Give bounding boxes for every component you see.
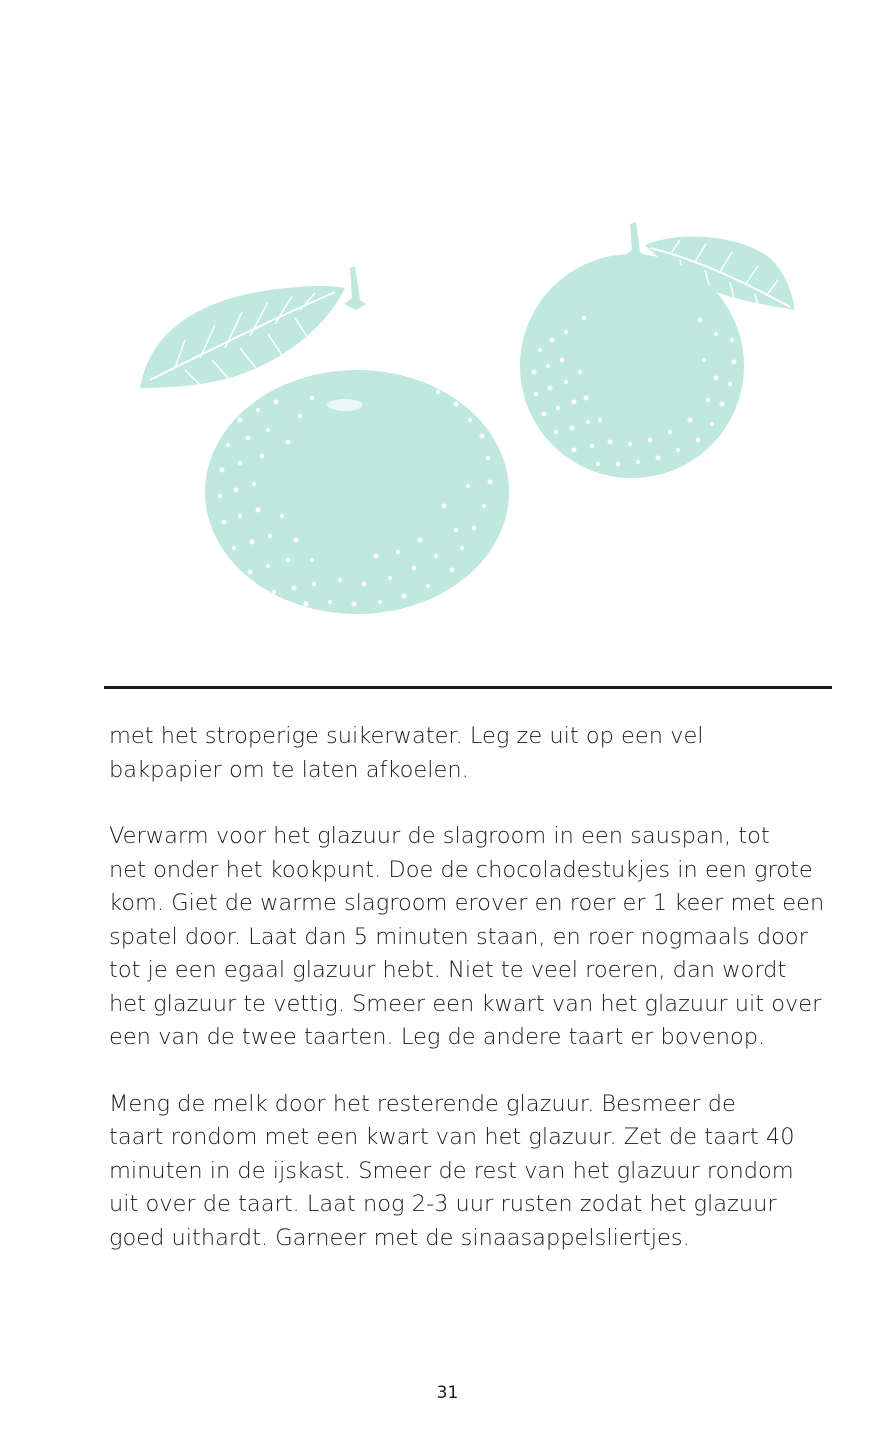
- left-orange-leaf-icon: [140, 286, 345, 388]
- text-line: Verwarm voor het glazuur de slagroom in een sauspan, tot: [109, 823, 770, 849]
- recipe-text: [109, 720, 839, 1288]
- text-line: taart rondom met een kwart van het glazuur. Zet de taart 40: [109, 1124, 795, 1150]
- page-number: 31: [436, 1383, 459, 1403]
- text-line: het glazuur te vettig. Smeer een kwart van het glazuur uit over: [109, 990, 822, 1017]
- text-line: Meng de melk door het resterende glazuur. Besmeer de: [109, 1090, 736, 1117]
- text-line: met het stroperige suikerwater. Leg ze uit op een vel: [109, 723, 704, 749]
- text-line: tot je een egaal glazuur hebt. Niet te veel roeren, dan wordt: [109, 957, 787, 983]
- text-line: een van de twee taarten. Leg de andere taart er bovenop.: [109, 1024, 766, 1050]
- horizontal-divider: [104, 686, 832, 689]
- paragraph-3: [109, 1088, 839, 1256]
- text-line: kom. Giet de warme slagroom erover en roer er 1 keer met een: [109, 890, 825, 916]
- text-line: minuten in de ijskast. Smeer de rest van het glazuur rondom: [109, 1157, 794, 1184]
- oranges-illustration-icon: [0, 0, 895, 660]
- text-line: goed uithardt. Garneer met de sinaasappelsliertjes.: [109, 1224, 690, 1251]
- text-line: uit over de taart. Laat nog 2-3 uur rusten zodat het glazuur: [109, 1191, 777, 1217]
- paragraph-1: [109, 720, 839, 787]
- text-line: bakpapier om te laten afkoelen.: [109, 756, 469, 783]
- left-orange-icon: [205, 370, 509, 614]
- text-line: spatel door. Laat dan 5 minuten staan, en roer nogmaals door: [109, 923, 808, 950]
- left-orange-stem: [344, 266, 366, 310]
- right-orange-icon: [520, 254, 744, 478]
- paragraph-2: [109, 820, 839, 1055]
- text-line: net onder het kookpunt. Doe de chocoladestukjes in een grote: [109, 856, 813, 883]
